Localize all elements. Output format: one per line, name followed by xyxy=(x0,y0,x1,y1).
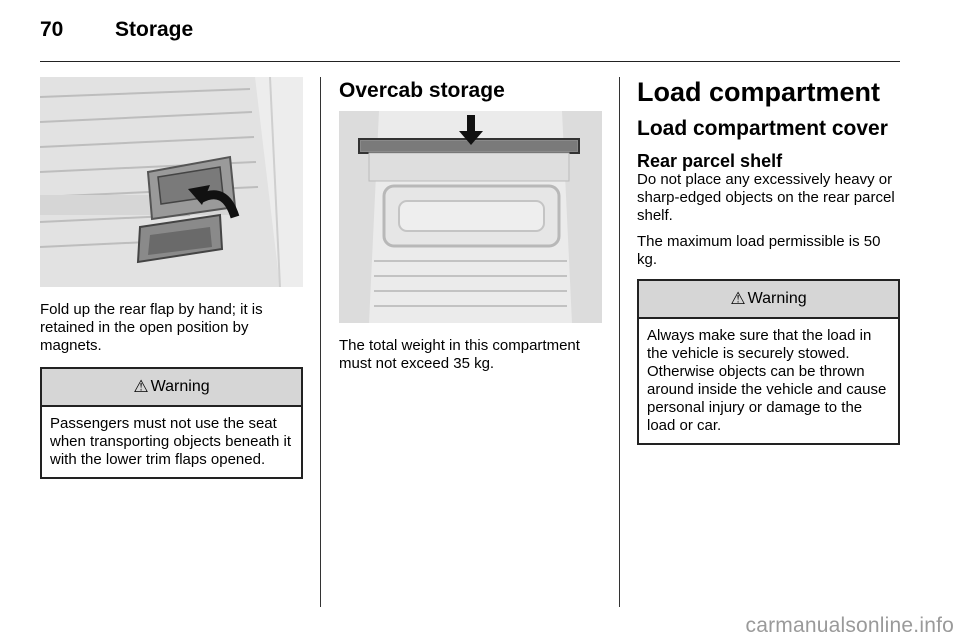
paragraph: The maximum load permissible is 50 kg. xyxy=(637,233,881,268)
page-title: Storage xyxy=(115,18,194,41)
column-2 xyxy=(339,77,602,373)
warning-header xyxy=(42,369,301,407)
paragraph: Do not place any excessively heavy or sharp-edged objects on the rear parcel shelf. xyxy=(637,171,895,224)
subsubsection-heading: Rear parcel shelf xyxy=(637,151,783,171)
warning-box xyxy=(40,367,303,479)
watermark: carmanualsonline.info xyxy=(745,614,954,637)
warning-header xyxy=(639,281,898,319)
warning-title: Warning xyxy=(150,378,210,395)
column-divider xyxy=(320,77,321,607)
section-heading: Overcab storage xyxy=(339,79,505,102)
warning-text: Always make sure that the load in the vehicle is securely stowed. Otherwise objects can be thrown around inside the vehicle and cause personal injury or damage to the load or car. xyxy=(647,327,887,434)
overcab-storage-illustration xyxy=(339,111,602,323)
column-3 xyxy=(637,77,900,445)
header-rule xyxy=(40,61,900,62)
warning-triangle-icon: ⚠ xyxy=(133,377,149,396)
warning-title: Warning xyxy=(747,290,807,307)
warning-text: Passengers must not use the seat when transporting objects beneath it with the lower trim flaps opened. xyxy=(50,415,291,468)
section-heading: Load compartment xyxy=(637,77,881,107)
subsection-heading: Load compartment cover xyxy=(637,117,888,140)
column-1 xyxy=(40,77,303,479)
body-text: The total weight in this compartment must not exceed 35 kg. xyxy=(339,337,580,372)
warning-triangle-icon: ⚠ xyxy=(730,289,746,308)
warning-box xyxy=(637,279,900,445)
caption: Fold up the rear flap by hand; it is retained in the open position by magnets. xyxy=(40,301,263,354)
column-divider xyxy=(619,77,620,607)
page-number: 70 xyxy=(40,18,64,41)
rear-flap-illustration xyxy=(40,77,303,287)
